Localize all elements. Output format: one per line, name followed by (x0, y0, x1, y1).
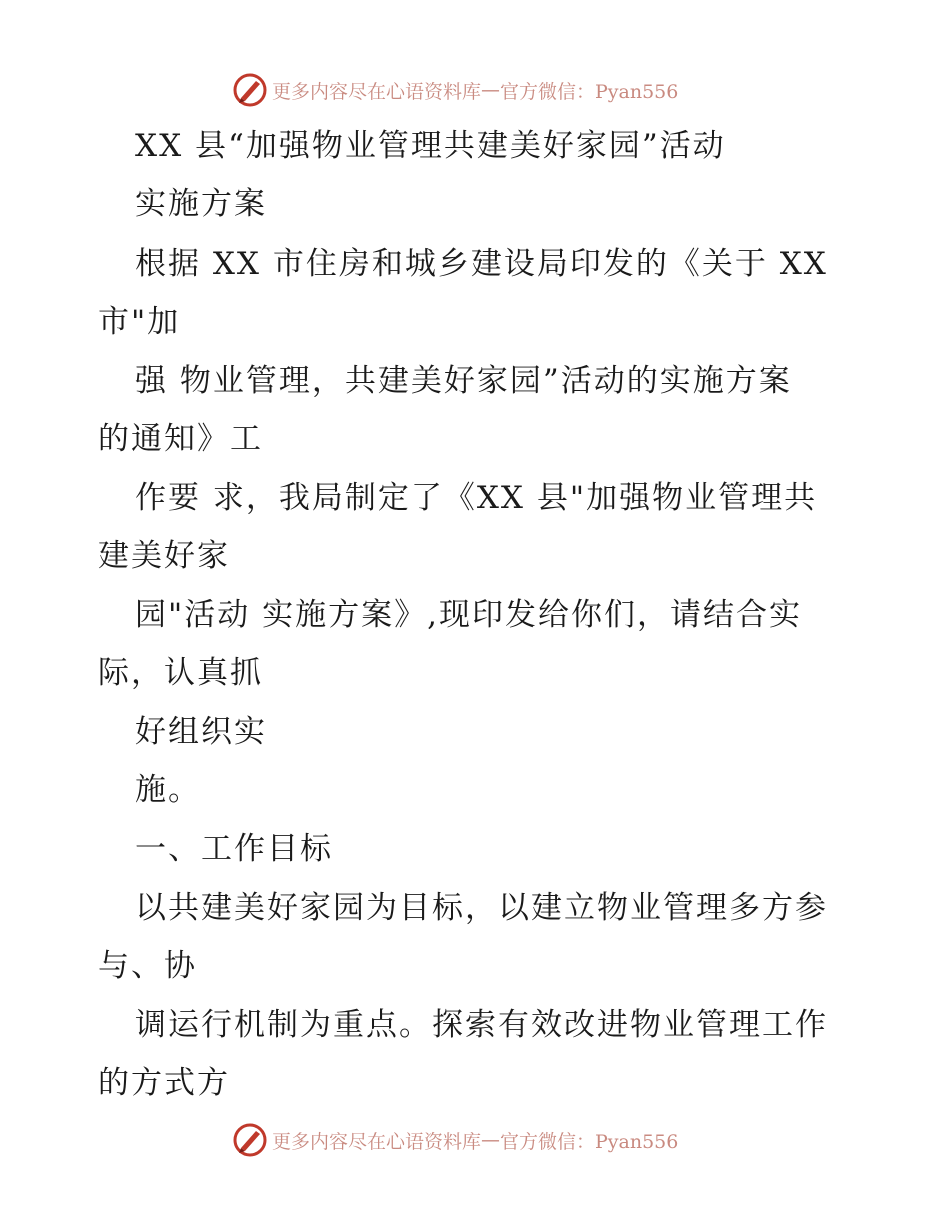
paragraph-line: 强 物业管理，共建美好家园”活动的实施方案 (135, 363, 792, 399)
watermark-text: 更多内容尽在心语资料库 (272, 80, 482, 103)
footer-watermark (232, 1120, 678, 1160)
document-title-line-1: XX 县“加强物业管理共建美好家园”活动 (135, 128, 726, 164)
watermark-contact: 官方微信：Pyan556 (500, 1130, 679, 1153)
watermark-contact: 官方微信：Pyan556 (500, 80, 679, 103)
header-watermark (232, 70, 678, 110)
watermark-separator: — (481, 79, 501, 101)
paragraph-line: 好组织实 (135, 714, 267, 750)
watermark-separator: — (481, 1129, 501, 1151)
paragraph-line: 建美好家 (98, 538, 230, 574)
paragraph-line: 施。 (135, 772, 201, 808)
paragraph-line: 的通知》工 (98, 421, 263, 457)
paragraph-line: 以共建美好家园为目标，以建立物业管理多方参 (135, 890, 828, 926)
watermark-text: 更多内容尽在心语资料库 (272, 1130, 482, 1153)
section-heading: 一、工作目标 (135, 831, 333, 867)
paragraph-line: 的方式方 (98, 1065, 230, 1101)
paragraph-line: 调运行机制为重点。探索有效改进物业管理工作 (135, 1007, 828, 1043)
paragraph-line: 际，认真抓 (98, 655, 263, 691)
paragraph-line: 市"加 (98, 304, 181, 340)
paragraph-line: 园"活动 实施方案》,现印发给你们，请结合实 (135, 597, 802, 633)
paragraph-line: 根据 XX 市住房和城乡建设局印发的《关于 XX (135, 246, 828, 282)
pen-logo-icon (232, 1122, 268, 1158)
paragraph-line: 作要 求，我局制定了《XX 县"加强物业管理共 (135, 480, 818, 516)
pen-logo-icon (232, 72, 268, 108)
document-title-line-2: 实施方案 (135, 186, 267, 222)
paragraph-line: 与、协 (98, 948, 197, 984)
